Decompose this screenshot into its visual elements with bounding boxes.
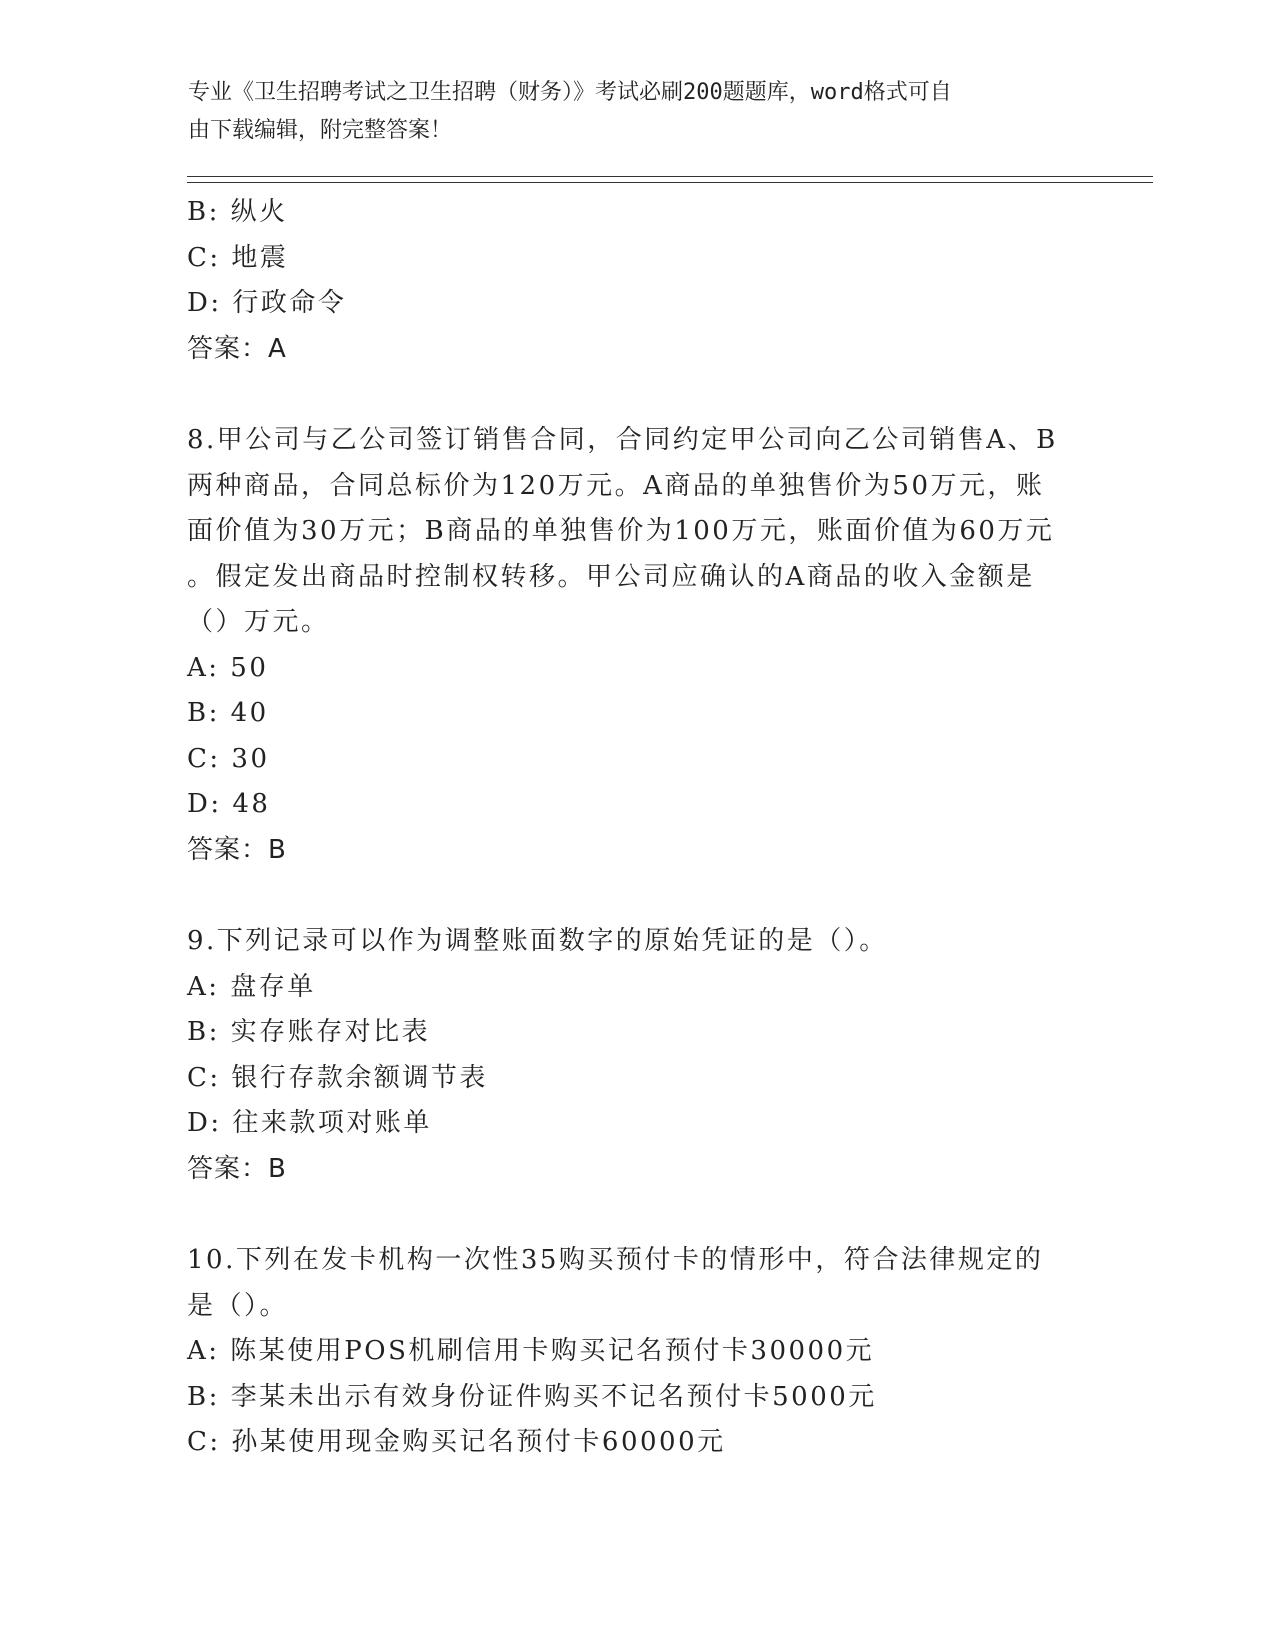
q9-stem-line-1: 9.下列记录可以作为调整账面数字的原始凭证的是（）。 <box>187 926 888 956</box>
q10-option-b: B: 李某未出示有效身份证件购买不记名预付卡5000元 <box>187 1381 877 1412</box>
question-9 <box>187 919 1087 1192</box>
spacer <box>187 873 1087 919</box>
header-line-1: 专业《卫生招聘考试之卫生招聘（财务）》考试必刷200题题库，word格式可自 <box>188 80 952 105</box>
question-10 <box>187 1238 1087 1466</box>
document-body <box>187 190 1087 1466</box>
q8-stem-line-1: 8.甲公司与乙公司签订销售合同，合同约定甲公司向乙公司销售A、B <box>187 425 1058 455</box>
spacer <box>187 372 1087 418</box>
document-header <box>188 74 1068 150</box>
q8-stem-line-4: 。假定发出商品时控制权转移。甲公司应确认的A商品的收入金额是 <box>187 561 1035 592</box>
q8-option-d: D: 48 <box>187 789 271 819</box>
q8-stem-line-5: （）万元。 <box>187 607 330 637</box>
q8-stem-line-3: 面价值为30万元；B商品的单独售价为100万元，账面价值为60万元 <box>187 516 1055 546</box>
header-rule-top <box>187 176 1153 177</box>
question-7-tail <box>187 190 1087 372</box>
q8-stem-line-2: 两种商品，合同总标价为120万元。A商品的单独售价为50万元，账 <box>187 470 1045 501</box>
q10-stem-line-1: 10.下列在发卡机构一次性35购买预付卡的情形中，符合法律规定的 <box>187 1245 1044 1275</box>
q8-answer: 答案：B <box>187 834 287 865</box>
q9-option-d: D: 往来款项对账单 <box>187 1108 432 1138</box>
q7-option-c: C: 地震 <box>187 242 289 273</box>
q7-option-b: B: 纵火 <box>187 197 288 227</box>
q8-option-c: C: 30 <box>187 743 270 774</box>
q8-option-b: B: 40 <box>187 698 269 728</box>
spacer <box>187 1192 1087 1238</box>
q9-option-b: B: 实存账存对比表 <box>187 1017 431 1047</box>
q10-option-a: A: 陈某使用POS机刷信用卡购买记名预付卡30000元 <box>187 1336 875 1366</box>
question-8 <box>187 418 1087 873</box>
q10-option-c: C: 孙某使用现金购买记名预付卡60000元 <box>187 1427 726 1457</box>
q9-option-c: C: 银行存款余额调节表 <box>187 1062 488 1093</box>
header-line-2: 由下载编辑，附完整答案！ <box>188 118 453 143</box>
q8-option-a: A: 50 <box>187 652 269 683</box>
q7-option-d: D: 行政命令 <box>187 288 347 318</box>
header-rule-bottom <box>187 182 1153 183</box>
q7-answer: 答案：A <box>187 333 287 364</box>
q10-stem-line-2: 是（）。 <box>187 1290 289 1321</box>
q9-answer: 答案：B <box>187 1153 287 1184</box>
q9-option-a: A: 盘存单 <box>187 971 316 1002</box>
